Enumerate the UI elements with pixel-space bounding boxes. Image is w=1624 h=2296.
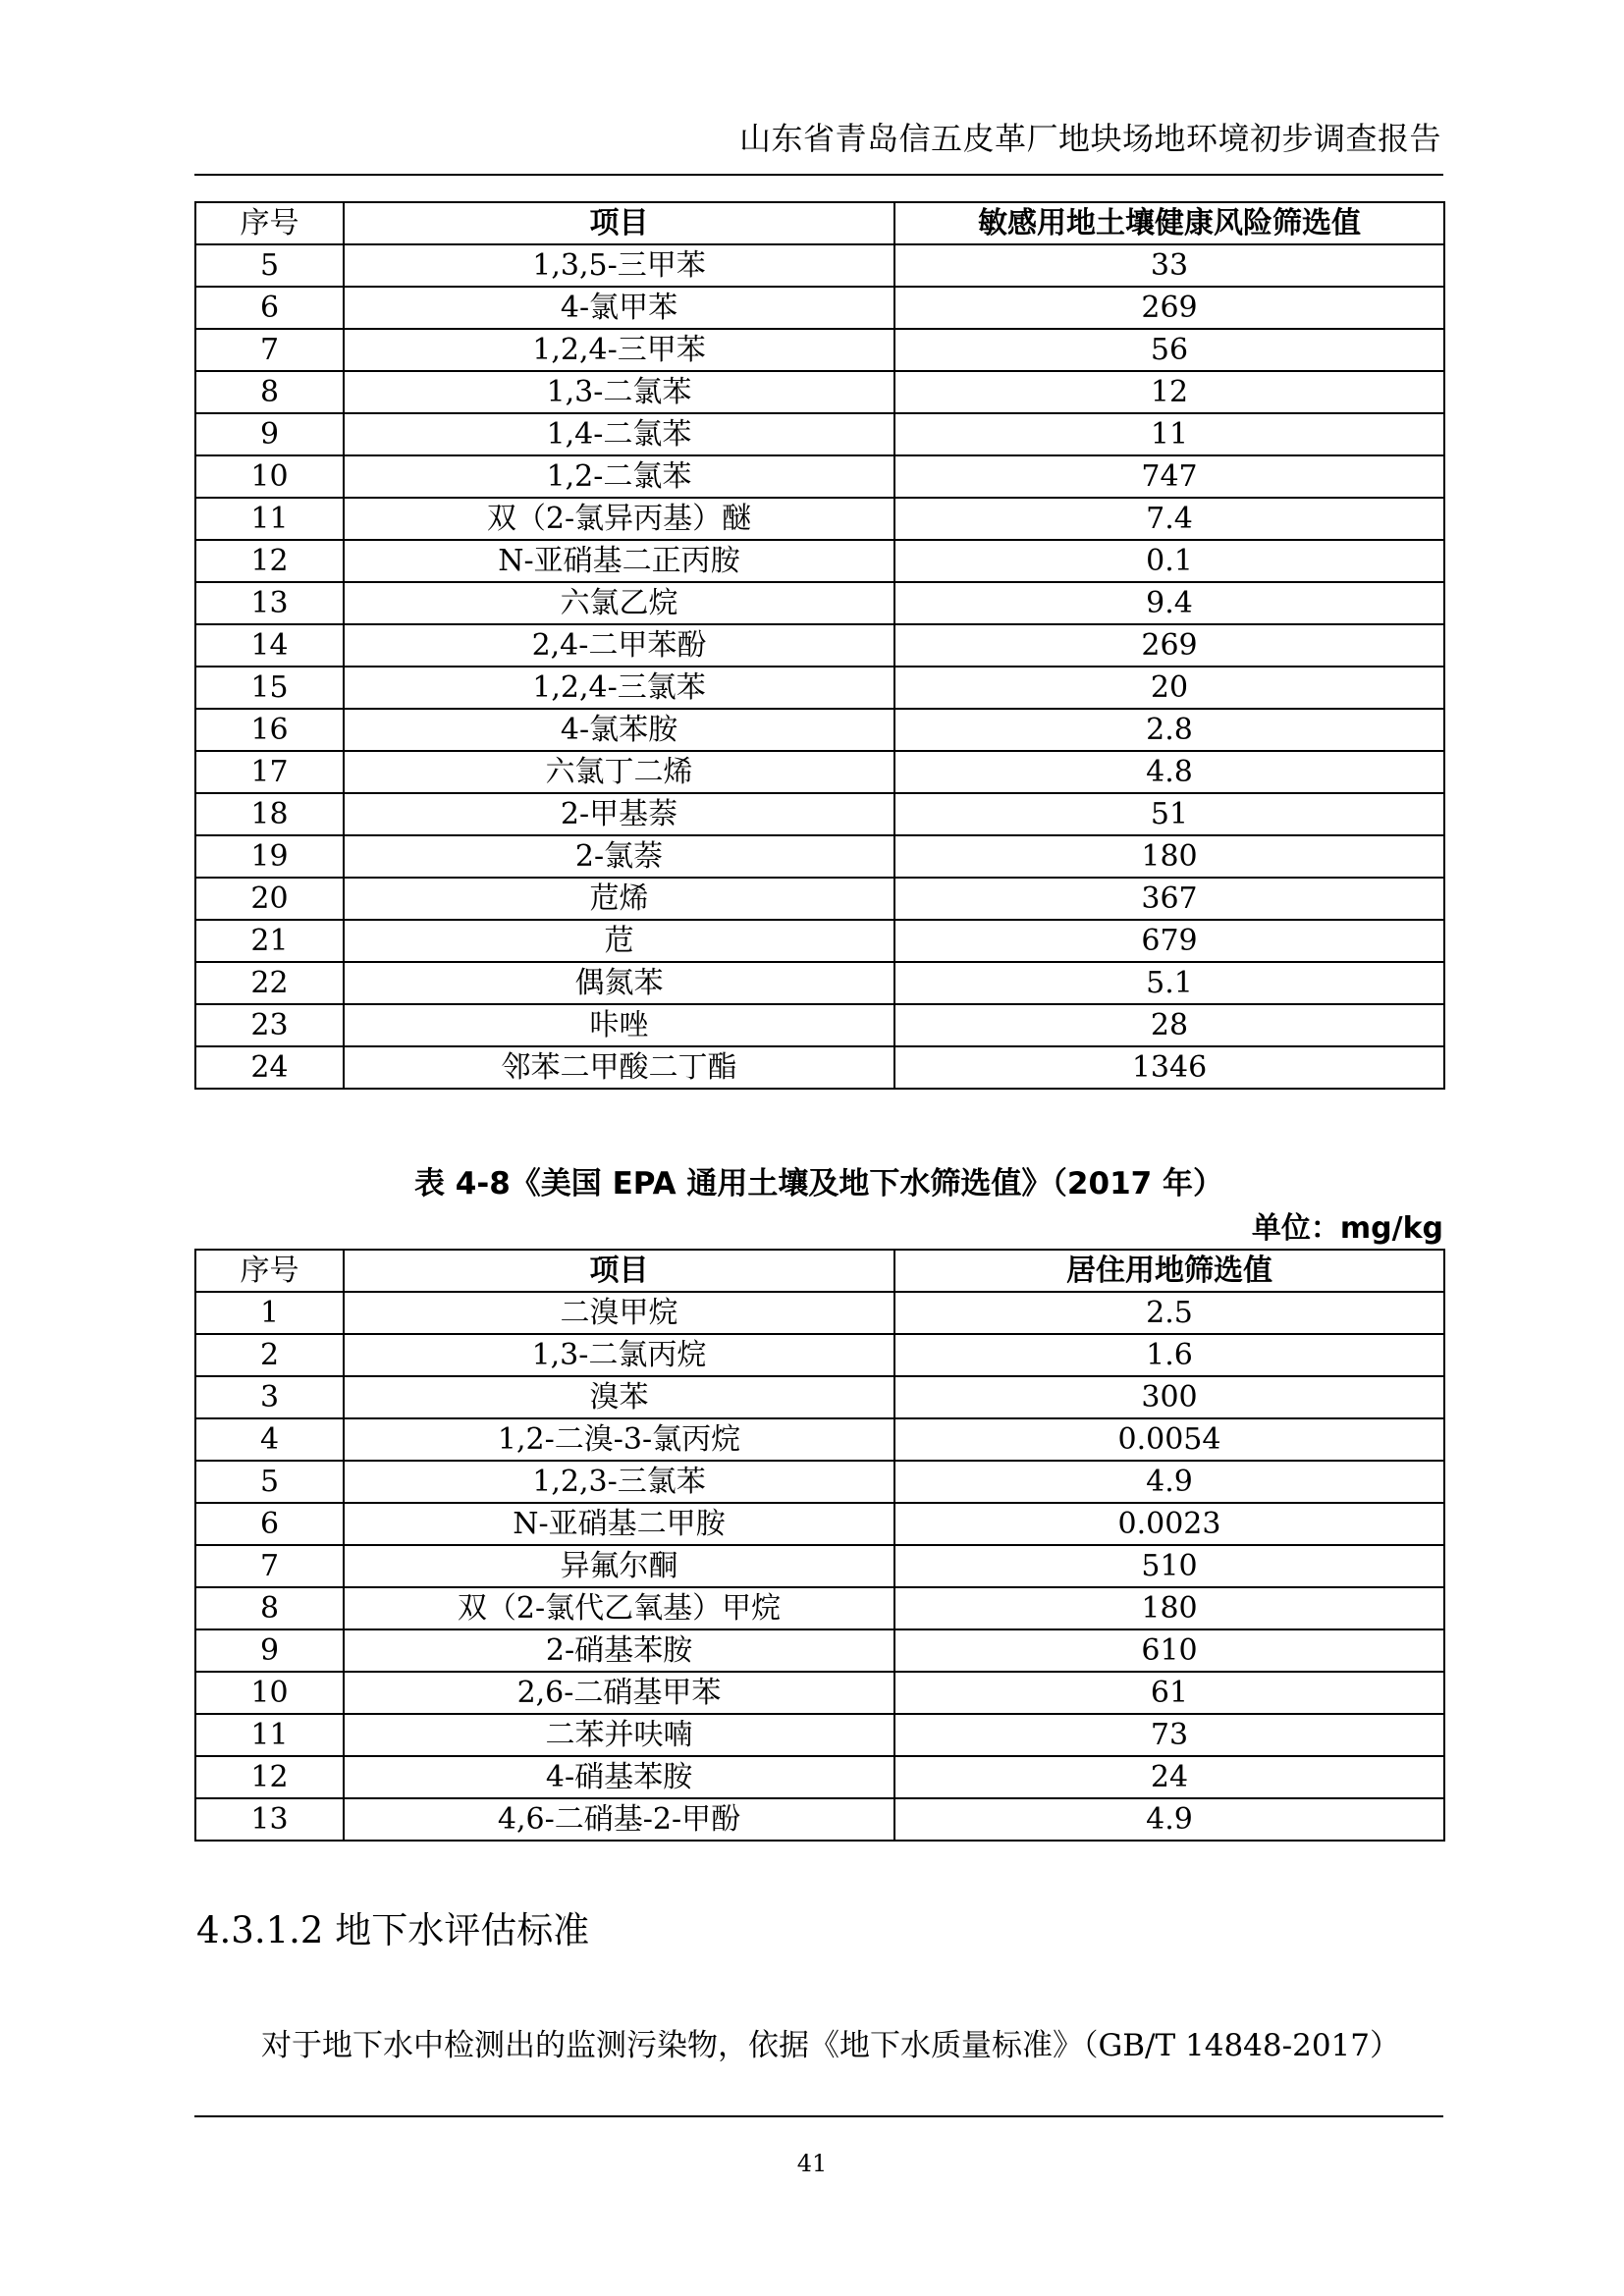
section-heading: 4.3.1.2 地下水评估标准 — [196, 1909, 590, 1951]
cell-index: 10 — [195, 1672, 344, 1714]
table-row — [195, 751, 1444, 793]
cell-value: 0.0054 — [894, 1418, 1444, 1461]
cell-index: 5 — [195, 244, 344, 287]
cell-item: 4-氯甲苯 — [344, 287, 894, 329]
running-header: 山东省青岛信五皮革厂地块场地环境初步调查报告 — [738, 120, 1441, 157]
body-paragraph: 对于地下水中检测出的监测污染物，依据《地下水质量标准》（GB/T 14848-2017） — [261, 2028, 1400, 2063]
cell-item: 2-硝基苯胺 — [344, 1629, 894, 1672]
cell-index: 10 — [195, 455, 344, 498]
column-header-value: 居住用地筛选值 — [894, 1250, 1444, 1292]
table-row — [195, 920, 1444, 962]
table-row — [195, 1046, 1444, 1089]
table-row — [195, 1756, 1444, 1798]
table-row — [195, 1004, 1444, 1046]
cell-index: 5 — [195, 1461, 344, 1503]
table-caption: 表 4-8《美国 EPA 通用土壤及地下水筛选值》（2017 年） — [414, 1166, 1223, 1201]
cell-index: 16 — [195, 709, 344, 751]
table-row — [195, 1418, 1444, 1461]
cell-index: 22 — [195, 962, 344, 1004]
table-row — [195, 329, 1444, 371]
cell-index: 15 — [195, 667, 344, 709]
cell-index: 13 — [195, 1798, 344, 1841]
cell-value: 7.4 — [894, 498, 1444, 540]
cell-item: 邻苯二甲酸二丁酯 — [344, 1046, 894, 1089]
cell-item: 二苯并呋喃 — [344, 1714, 894, 1756]
cell-item: 1,2,3-三氯苯 — [344, 1461, 894, 1503]
table-body — [195, 1292, 1444, 1841]
table-row — [195, 793, 1444, 835]
cell-index: 20 — [195, 878, 344, 920]
cell-value: 610 — [894, 1629, 1444, 1672]
table-row — [195, 371, 1444, 413]
table-row — [195, 1798, 1444, 1841]
cell-index: 8 — [195, 1587, 344, 1629]
cell-item: 1,2,4-三氯苯 — [344, 667, 894, 709]
cell-index: 9 — [195, 413, 344, 455]
table-row — [195, 1292, 1444, 1334]
cell-value: 28 — [894, 1004, 1444, 1046]
cell-value: 11 — [894, 413, 1444, 455]
table-row — [195, 1461, 1444, 1503]
table-body — [195, 244, 1444, 1089]
column-header-index: 序号 — [195, 202, 344, 244]
cell-index: 7 — [195, 1545, 344, 1587]
cell-item: 2,6-二硝基甲苯 — [344, 1672, 894, 1714]
table-row — [195, 1629, 1444, 1672]
cell-value: 24 — [894, 1756, 1444, 1798]
cell-index: 21 — [195, 920, 344, 962]
cell-item: 4,6-二硝基-2-甲酚 — [344, 1798, 894, 1841]
cell-item: 苊 — [344, 920, 894, 962]
table-row — [195, 1672, 1444, 1714]
cell-item: 双（2-氯异丙基）醚 — [344, 498, 894, 540]
cell-item: 二溴甲烷 — [344, 1292, 894, 1334]
cell-item: 六氯乙烷 — [344, 582, 894, 624]
cell-item: 2-氯萘 — [344, 835, 894, 878]
cell-value: 20 — [894, 667, 1444, 709]
cell-value: 4.9 — [894, 1461, 1444, 1503]
table-row — [195, 413, 1444, 455]
cell-value: 4.9 — [894, 1798, 1444, 1841]
cell-item: N-亚硝基二正丙胺 — [344, 540, 894, 582]
footer-divider — [194, 2115, 1443, 2117]
cell-item: 溴苯 — [344, 1376, 894, 1418]
cell-item: 双（2-氯代乙氧基）甲烷 — [344, 1587, 894, 1629]
table-row — [195, 498, 1444, 540]
cell-item: 1,3-二氯苯 — [344, 371, 894, 413]
cell-value: 2.5 — [894, 1292, 1444, 1334]
column-header-index: 序号 — [195, 1250, 344, 1292]
cell-value: 180 — [894, 1587, 1444, 1629]
table-row — [195, 709, 1444, 751]
page-number: 41 — [796, 2150, 828, 2177]
cell-value: 300 — [894, 1376, 1444, 1418]
cell-value: 61 — [894, 1672, 1444, 1714]
cell-index: 6 — [195, 287, 344, 329]
cell-item: 4-硝基苯胺 — [344, 1756, 894, 1798]
cell-item: 1,2-二氯苯 — [344, 455, 894, 498]
cell-item: 1,2-二溴-3-氯丙烷 — [344, 1418, 894, 1461]
cell-index: 4 — [195, 1418, 344, 1461]
cell-index: 13 — [195, 582, 344, 624]
cell-index: 24 — [195, 1046, 344, 1089]
cell-value: 269 — [894, 624, 1444, 667]
cell-value: 51 — [894, 793, 1444, 835]
cell-value: 2.8 — [894, 709, 1444, 751]
table-row — [195, 1503, 1444, 1545]
cell-item: N-亚硝基二甲胺 — [344, 1503, 894, 1545]
cell-value: 269 — [894, 287, 1444, 329]
table-row — [195, 582, 1444, 624]
cell-item: 1,3,5-三甲苯 — [344, 244, 894, 287]
cell-item: 1,4-二氯苯 — [344, 413, 894, 455]
cell-item: 2-甲基萘 — [344, 793, 894, 835]
table-row — [195, 962, 1444, 1004]
table-row — [195, 878, 1444, 920]
cell-value: 9.4 — [894, 582, 1444, 624]
column-header-item: 项目 — [344, 1250, 894, 1292]
cell-value: 56 — [894, 329, 1444, 371]
cell-index: 12 — [195, 1756, 344, 1798]
column-header-value: 敏感用地土壤健康风险筛选值 — [894, 202, 1444, 244]
cell-value: 4.8 — [894, 751, 1444, 793]
cell-value: 747 — [894, 455, 1444, 498]
cell-value: 510 — [894, 1545, 1444, 1587]
cell-index: 9 — [195, 1629, 344, 1672]
cell-value: 679 — [894, 920, 1444, 962]
cell-index: 8 — [195, 371, 344, 413]
table-row — [195, 244, 1444, 287]
cell-index: 11 — [195, 498, 344, 540]
cell-value: 180 — [894, 835, 1444, 878]
cell-item: 2,4-二甲苯酚 — [344, 624, 894, 667]
cell-value: 12 — [894, 371, 1444, 413]
cell-item: 1,2,4-三甲苯 — [344, 329, 894, 371]
cell-value: 73 — [894, 1714, 1444, 1756]
cell-item: 苊烯 — [344, 878, 894, 920]
cell-item: 偶氮苯 — [344, 962, 894, 1004]
cell-index: 6 — [195, 1503, 344, 1545]
cell-value: 367 — [894, 878, 1444, 920]
cell-item: 咔唑 — [344, 1004, 894, 1046]
cell-index: 2 — [195, 1334, 344, 1376]
column-header-item: 项目 — [344, 202, 894, 244]
cell-item: 异氟尔酮 — [344, 1545, 894, 1587]
table-row — [195, 1334, 1444, 1376]
table-header-row — [195, 202, 1444, 244]
cell-index: 23 — [195, 1004, 344, 1046]
cell-index: 18 — [195, 793, 344, 835]
cell-index: 14 — [195, 624, 344, 667]
table-row — [195, 1545, 1444, 1587]
table-row — [195, 1376, 1444, 1418]
cell-index: 19 — [195, 835, 344, 878]
table-row — [195, 540, 1444, 582]
cell-item: 1,3-二氯丙烷 — [344, 1334, 894, 1376]
cell-value: 5.1 — [894, 962, 1444, 1004]
table-row — [195, 287, 1444, 329]
table-row — [195, 1587, 1444, 1629]
cell-value: 0.0023 — [894, 1503, 1444, 1545]
table-row — [195, 624, 1444, 667]
cell-index: 11 — [195, 1714, 344, 1756]
table-unit: 单位：mg/kg — [1251, 1211, 1443, 1246]
cell-index: 17 — [195, 751, 344, 793]
cell-index: 3 — [195, 1376, 344, 1418]
cell-value: 33 — [894, 244, 1444, 287]
epa-screening-values-table — [194, 1249, 1445, 1842]
table-row — [195, 835, 1444, 878]
cell-item: 六氯丁二烯 — [344, 751, 894, 793]
cell-index: 1 — [195, 1292, 344, 1334]
cell-value: 1346 — [894, 1046, 1444, 1089]
cell-index: 12 — [195, 540, 344, 582]
table-row — [195, 455, 1444, 498]
table-row — [195, 667, 1444, 709]
screening-values-table-continued — [194, 201, 1445, 1090]
table-header-row — [195, 1250, 1444, 1292]
table-row — [195, 1714, 1444, 1756]
cell-value: 1.6 — [894, 1334, 1444, 1376]
header-divider — [194, 174, 1443, 176]
cell-index: 7 — [195, 329, 344, 371]
cell-item: 4-氯苯胺 — [344, 709, 894, 751]
cell-value: 0.1 — [894, 540, 1444, 582]
